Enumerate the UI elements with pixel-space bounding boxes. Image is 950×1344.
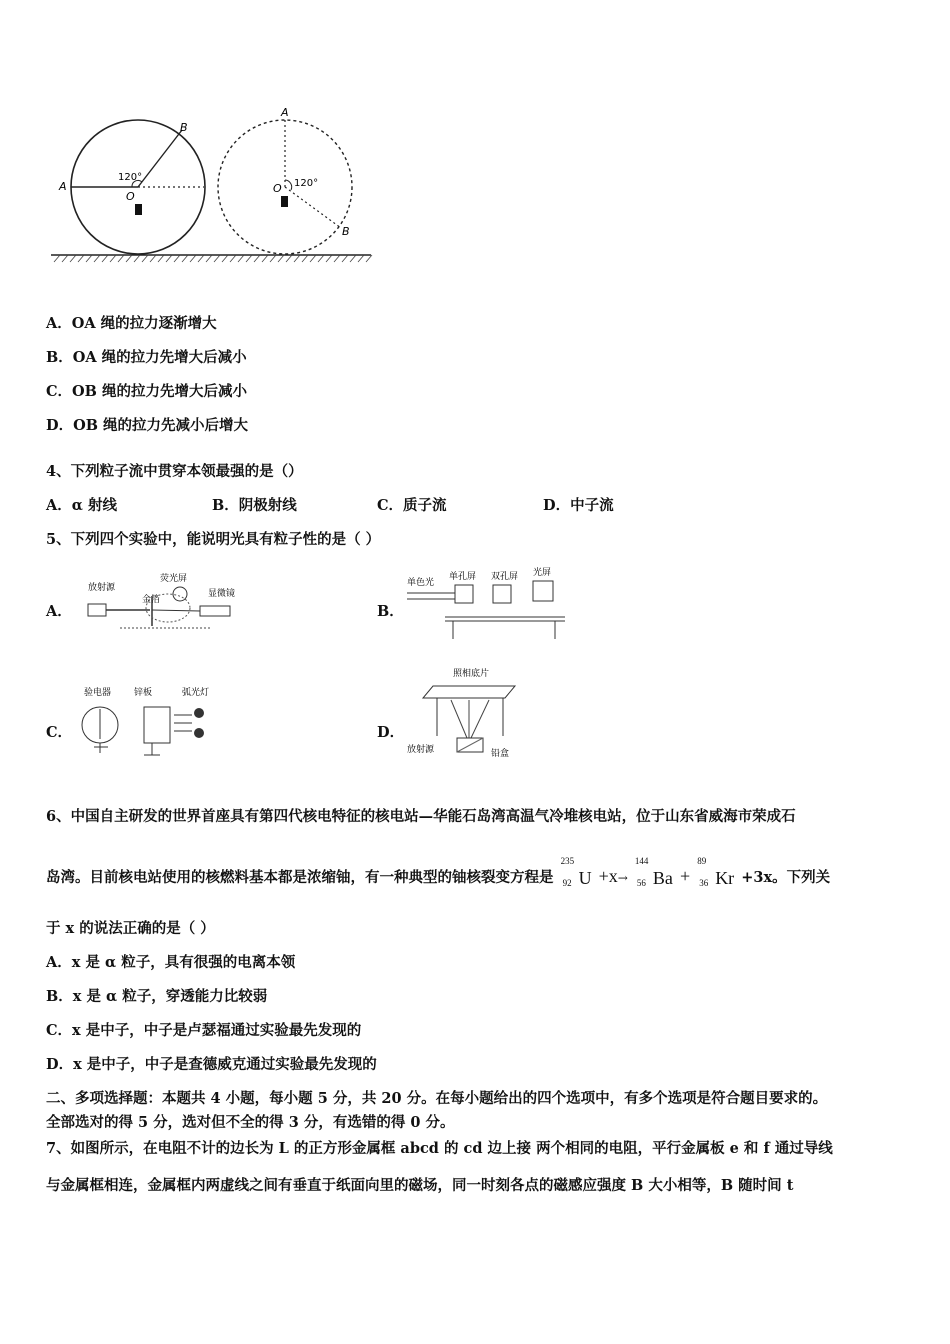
ba-mass: 144	[634, 856, 649, 866]
figd-label-box: 铅盒	[491, 749, 510, 759]
nuclide-krypton	[697, 856, 735, 889]
q5-label-c: C．	[46, 724, 73, 741]
q6-option-a: A．x 是 α 粒子，具有很强的电离本领	[46, 954, 296, 971]
q4-option-d: D．中子流	[543, 497, 614, 514]
ground-hatch	[54, 255, 372, 262]
q6-line2-text: 岛湾。目前核电站使用的核燃料基本都是浓缩铀，有一种典型的铀核裂变方程是	[46, 869, 554, 886]
left-OB-line	[138, 130, 182, 187]
right-weight	[281, 196, 288, 207]
q6-line1: 6、中国自主研发的世界首座具有第四代核电特征的核电站—华能石岛湾高温气冷堆核电站，位于山东省威海市荣成石	[46, 808, 796, 825]
figd-label-source: 放射源	[407, 745, 435, 755]
q4-stem: 4、下列粒子流中贯穿本领最强的是（）	[46, 463, 303, 480]
q5-figure-c	[74, 683, 224, 761]
q4-option-c: C．质子流	[377, 497, 447, 514]
right-angle-arc	[285, 180, 292, 190]
q3-option-c: C．OB 绳的拉力先增大后减小	[46, 383, 247, 400]
figd-label-film: 照相底片	[453, 669, 490, 679]
q5-figure-b	[405, 565, 570, 640]
figc-label-lamp: 弧光灯	[182, 688, 210, 698]
eq-tail: +3x。下列关	[741, 869, 831, 886]
section2-line1: 二、多项选择题：本题共 4 小题，每小题 5 分，共 20 分。在每小题给出的四个选项中，有多个选项是符合题目要求的。	[46, 1090, 828, 1107]
figa-label-microscope: 显微镜	[208, 589, 236, 599]
right-label-O: O	[273, 182, 282, 195]
u-atomic: 92	[562, 878, 572, 888]
q3-option-a: A．OA 绳的拉力逐渐增大	[46, 315, 217, 332]
q5-stem: 5、下列四个实验中，能说明光具有粒子性的是（ ）	[46, 531, 381, 548]
nuclide-barium	[634, 856, 673, 889]
figa-label-screen: 荧光屏	[160, 574, 188, 584]
q7-line2: 与金属框相连，金属框内两虚线之间有垂直于纸面向里的磁场，同一时刻各点的磁感应强度 B 大小相等，B 随时间 t	[46, 1177, 794, 1194]
q5-label-d: D．	[377, 724, 405, 741]
kr-atomic: 36	[699, 878, 709, 888]
right-OB-line	[285, 187, 341, 228]
figb-label-screen: 光屏	[533, 568, 552, 578]
ba-symbol: Ba	[652, 868, 673, 888]
q5-label-a: A．	[46, 603, 72, 620]
q6-line2	[46, 856, 831, 889]
left-label-O: O	[126, 190, 135, 203]
q6-option-c: C．x 是中子，中子是卢瑟福通过实验最先发现的	[46, 1022, 362, 1039]
q7-line1: 7、如图所示，在电阻不计的边长为 L 的正方形金属框 abcd 的 cd 边上接 两个相同的电阻，平行金属板 e 和 f 通过导线	[46, 1140, 833, 1157]
figc-label-zinc: 锌板	[134, 688, 153, 698]
q3-option-d: D．OB 绳的拉力先减小后增大	[46, 417, 249, 434]
left-label-angle: 120°	[118, 172, 143, 183]
q6-option-b: B．x 是 α 粒子，穿透能力比较弱	[46, 988, 268, 1005]
right-label-B: B	[342, 225, 350, 238]
left-label-B: B	[180, 121, 188, 134]
nuclide-uranium	[560, 856, 592, 889]
q4-option-b: B．阴极射线	[212, 497, 297, 514]
q5-figure-d	[405, 666, 530, 764]
kr-mass: 89	[697, 856, 707, 866]
q6-option-d: D．x 是中子，中子是查德威克通过实验最先发现的	[46, 1056, 377, 1073]
right-label-angle: 120°	[294, 178, 319, 189]
q5-label-b: B．	[377, 603, 404, 620]
u-mass: 235	[560, 856, 575, 866]
eq-plus: +	[679, 866, 691, 886]
right-label-A: A	[281, 106, 289, 119]
q3-option-b: B．OA 绳的拉力先增大后减小	[46, 349, 247, 366]
kr-symbol: Kr	[715, 868, 735, 888]
u-symbol: U	[578, 868, 592, 888]
circle-figure	[46, 100, 376, 270]
q6-line3: 于 x 的说法正确的是（ ）	[46, 920, 215, 937]
left-label-A: A	[59, 180, 67, 193]
figc-label-electroscope: 验电器	[84, 688, 112, 698]
eq-arrow: →	[617, 871, 628, 885]
figb-label-single: 单孔屏	[449, 572, 477, 582]
q4-option-a: A．α 射线	[46, 497, 117, 514]
q5-figure-a	[80, 568, 250, 638]
ba-atomic: 56	[636, 878, 646, 888]
left-weight	[135, 204, 142, 215]
section2-line2: 全部选对的得 5 分，选对但不全的得 3 分，有选错的得 0 分。	[46, 1114, 455, 1131]
figa-label-source: 放射源	[88, 583, 116, 593]
figb-label-light: 单色光	[407, 578, 435, 588]
figa-label-foil: 金箔	[142, 595, 161, 605]
eq-plus-x: +x	[598, 866, 618, 886]
figb-label-double: 双孔屏	[491, 572, 519, 582]
